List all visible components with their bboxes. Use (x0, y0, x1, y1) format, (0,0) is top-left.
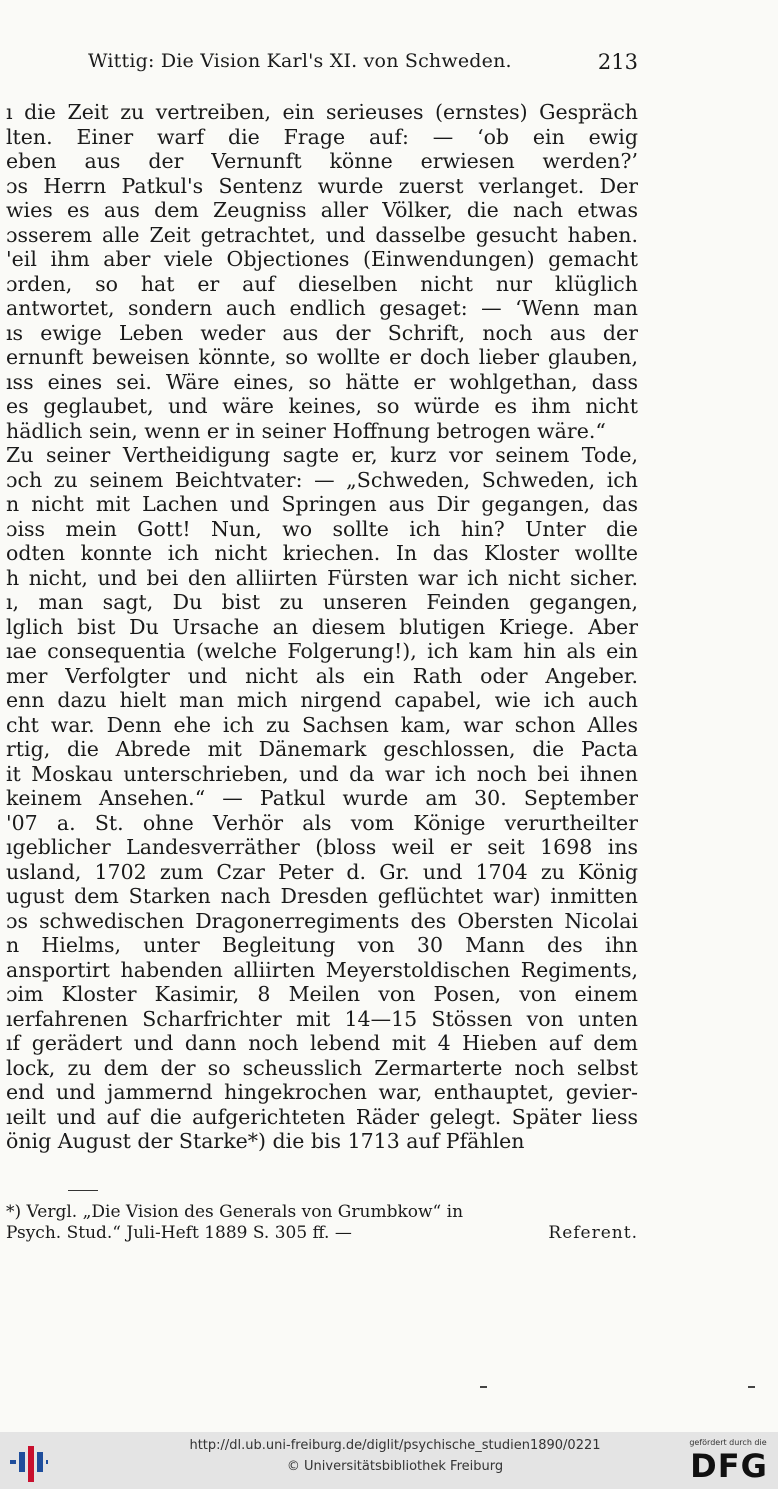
text-line: ı die Zeit zu vertreiben, ein serieuses (ernstes) Gespräch (6, 100, 638, 124)
footnote-line-2 (6, 1223, 638, 1244)
dfg-logo: DFG (690, 1447, 768, 1485)
text-line: lten. Einer warf die Frage auf: — ‘ob ein ewig (6, 124, 638, 149)
text-line: önig August der Starke*) die bis 1713 auf Pfählen (6, 1129, 525, 1153)
text-line: ɔrden, so hat er auf dieselben nicht nur klüglich (6, 271, 638, 296)
text-line: n nicht mit Lachen und Springen aus Dir gegangen, das (6, 492, 638, 516)
text-line: eben aus der Vernunft könne erwiesen werden?’ (6, 149, 638, 173)
ub-freiburg-logo-icon (8, 1442, 48, 1482)
text-line: n Hielms, unter Begleitung von 30 Mann des ihn (6, 933, 638, 957)
text-line: keinem Ansehen.“ — Patkul wurde am 30. September (6, 786, 638, 810)
text-line: it Moskau unterschrieben, und da war ich noch bei ihnen (6, 761, 638, 786)
text-line: 'eil ihm aber viele Objectiones (Einwendungen) gemacht (6, 247, 638, 271)
text-line: end und jammernd hingekrochen war, enthauptet, gevier- (6, 1080, 638, 1104)
text-line: ıeilt und auf die aufgerichteten Räder gelegt. Später liess (6, 1104, 638, 1129)
text-line: ɔim Kloster Kasimir, 8 Meilen von Posen, von einem (6, 982, 638, 1006)
text-line: ernunft beweisen könnte, so wollte er doch lieber glauben, (6, 345, 638, 369)
text-line: antwortet, sondern auch endlich gesaget: — ‘Wenn man (6, 296, 638, 320)
text-line: wies es aus dem Zeugniss aller Völker, die nach etwas (6, 198, 638, 222)
page-header (0, 50, 778, 80)
text-line: lglich bist Du Ursache an diesem blutigen Kriege. Aber (6, 614, 638, 639)
footnote-signature: Referent. (548, 1223, 638, 1243)
scan-mark (748, 1386, 755, 1388)
text-line: ɔch zu seinem Beichtvater: — „Schweden, Schweden, ich (6, 467, 638, 492)
text-line: enn dazu hielt man mich nirgend capabel, wie ich auch (6, 688, 638, 712)
text-line: ɔs schwedischen Dragonerregiments des Obersten Nicolai (6, 908, 638, 933)
dfg-caption: gefördert durch die (689, 1438, 767, 1447)
text-line: hädlich sein, wenn er in seiner Hoffnung betrogen wäre.“ (6, 418, 606, 443)
running-title: Wittig: Die Vision Karl's XI. von Schweden. (88, 50, 512, 72)
footnote-rule (68, 1190, 98, 1191)
text-line: '07 a. St. ohne Verhör als vom Könige verurtheilter (6, 810, 638, 835)
footnote (6, 1202, 638, 1244)
scan-mark (480, 1386, 487, 1388)
text-line: mer Verfolgter und nicht als ein Rath oder Angeber. (6, 663, 638, 688)
text-line: ıf gerädert und dann noch lebend mit 4 Hieben auf dem (6, 1031, 638, 1055)
text-line: ɔsserem alle Zeit getrachtet, und dasselbe gesucht haben. (6, 222, 638, 247)
footnote-citation: Psych. Stud.“ Juli-Heft 1889 S. 305 ff. — (6, 1223, 352, 1243)
text-line: cht war. Denn ehe ich zu Sachsen kam, war schon Alles (6, 712, 638, 737)
text-line: usland, 1702 zum Czar Peter d. Gr. und 1704 zu König (6, 859, 638, 884)
text-line: ı, man sagt, Du bist zu unseren Feinden gegangen, (6, 590, 638, 614)
text-line: lock, zu dem der so scheusslich Zermarterte noch selbst (6, 1055, 638, 1080)
text-line: ɔiss mein Gott! Nun, wo sollte ich hin? Unter die (6, 516, 638, 541)
text-line: ıerfahrenen Scharfrichter mit 14—15 Stössen von unten (6, 1006, 638, 1031)
digitization-footer (0, 1432, 778, 1489)
text-line: ıgeblicher Landesverräther (bloss weil er seit 1698 ins (6, 835, 638, 859)
text-line: h nicht, und bei den alliirten Fürsten war ich nicht sicher. (6, 565, 638, 590)
text-line: odten konnte ich nicht kriechen. In das Kloster wollte (6, 541, 638, 565)
text-line: ɔs Herrn Patkul's Sentenz wurde zuerst verlanget. Der (6, 173, 638, 198)
text-line: ugust dem Starken nach Dresden geflüchtet war) inmitten (6, 884, 638, 908)
source-url-link[interactable]: http://dl.ub.uni-freiburg.de/diglit/psychische_studien1890/0221 (189, 1438, 601, 1453)
text-line: ıs ewige Leben weder aus der Schrift, noch aus der (6, 320, 638, 345)
copyright-notice: © Universitätsbibliothek Freiburg (286, 1459, 504, 1474)
text-line: Zu seiner Vertheidigung sagte er, kurz vor seinem Tode, (6, 443, 638, 467)
text-line: ıae consequentia (welche Folgerung!), ich kam hin als ein (6, 639, 638, 663)
text-line: ıss eines sei. Wäre eines, so hätte er wohlgethan, dass (6, 369, 638, 394)
footnote-line-1: *) Vergl. „Die Vision des Generals von Grumbkow“ in (6, 1202, 464, 1222)
text-line: es geglaubet, und wäre keines, so würde es ihm nicht (6, 394, 638, 418)
body-text (6, 100, 638, 1154)
page-number: 213 (597, 50, 638, 74)
text-line: rtig, die Abrede mit Dänemark geschlossen, die Pacta (6, 737, 638, 761)
text-line: ansportirt habenden alliirten Meyerstoldischen Regiments, (6, 957, 638, 982)
